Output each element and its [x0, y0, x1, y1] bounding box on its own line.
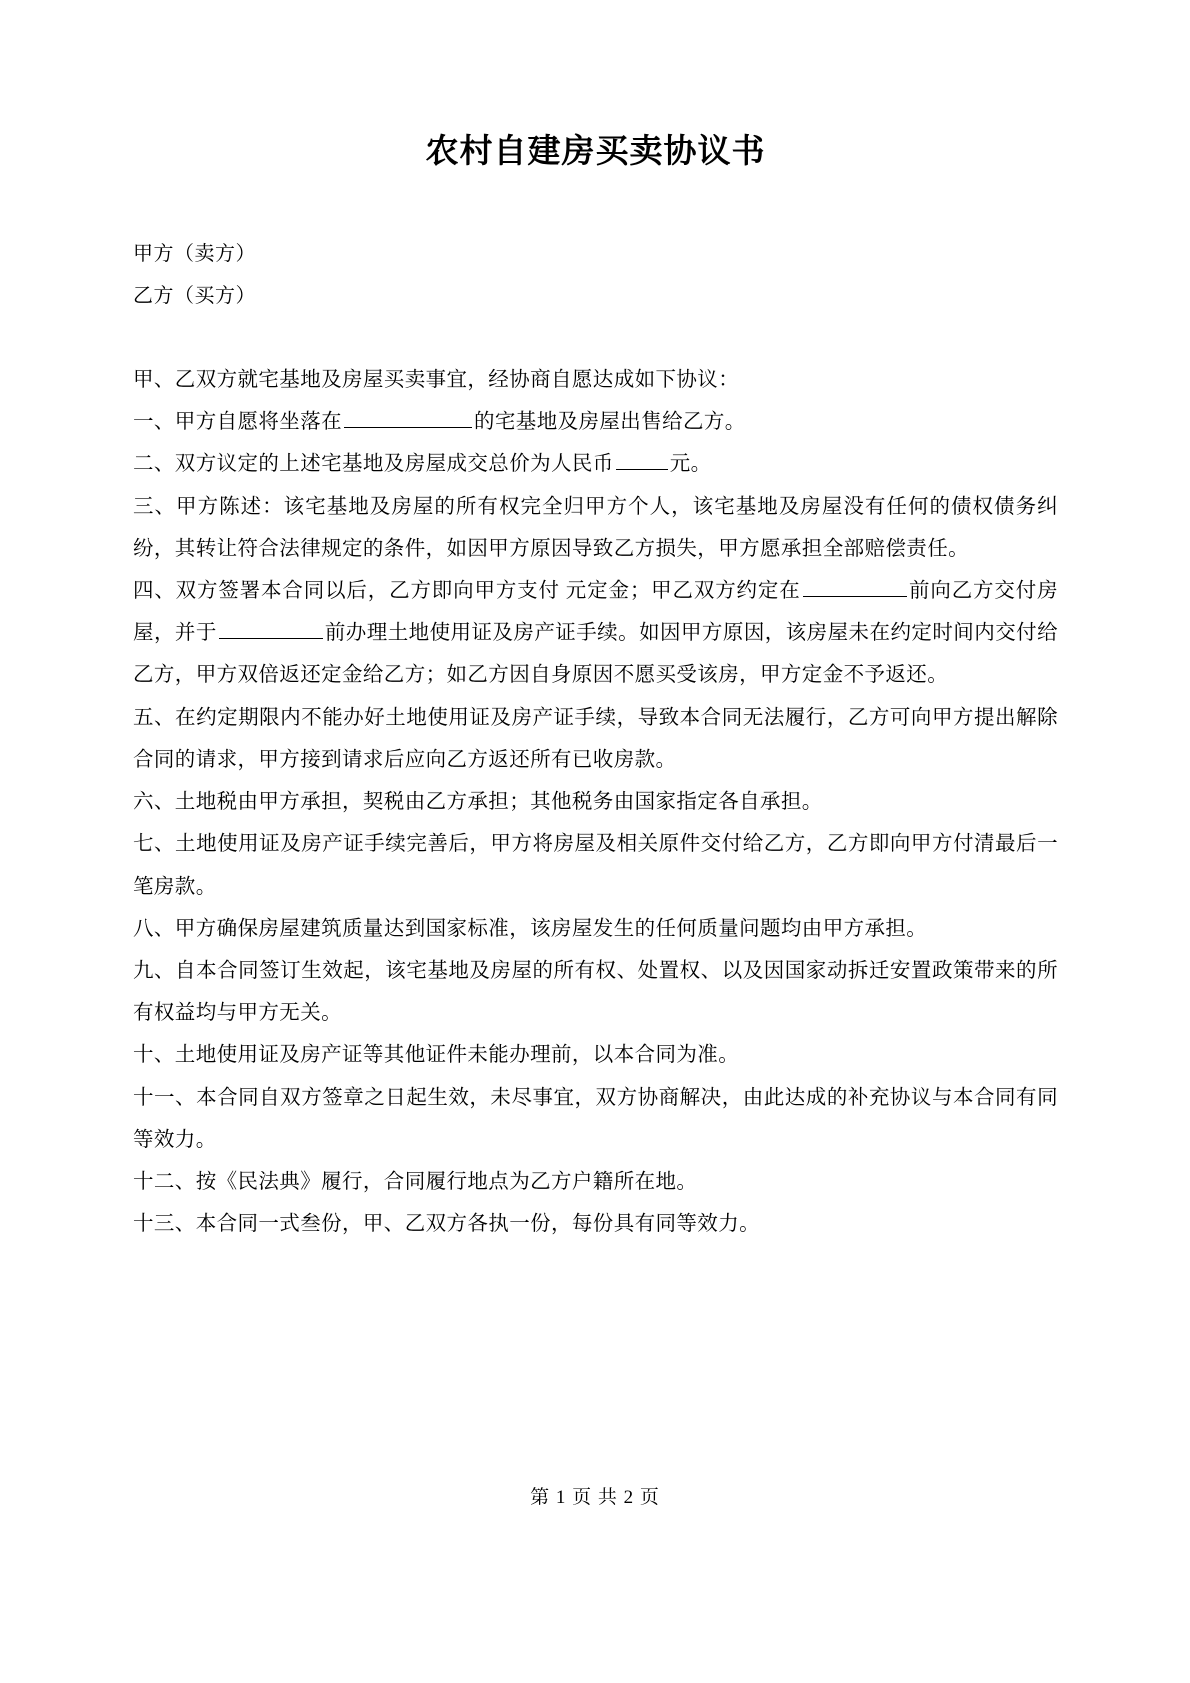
clause-8: 八、甲方确保房屋建筑质量达到国家标准，该房屋发生的任何质量问题均由甲方承担。	[133, 917, 928, 940]
clause-1	[133, 401, 1058, 443]
clause-2-before: 二、双方议定的上述宅基地及房屋成交总价为人民币	[133, 453, 614, 476]
agreement-body	[133, 359, 1058, 1246]
clause-4-blank-2	[219, 618, 323, 640]
clause-4	[133, 570, 1058, 697]
clause-2	[133, 443, 1058, 485]
clause-4-blank-1	[803, 575, 907, 597]
clause-10: 十、土地使用证及房产证等其他证件未能办理前，以本合同为准。	[133, 1044, 740, 1067]
clause-9: 九、自本合同签订生效起，该宅基地及房屋的所有权、处置权、以及因国家动拆迁安置政策带来的所有权益均与甲方无关。	[133, 959, 1058, 1025]
clause-3: 三、甲方陈述：该宅基地及房屋的所有权完全归甲方个人，该宅基地及房屋没有任何的债权债务纠纷，其转让符合法律规定的条件，如因甲方原因导致乙方损失，甲方愿承担全部赔偿责任。	[133, 495, 1058, 560]
clause-1-before: 一、甲方自愿将坐落在	[133, 411, 342, 434]
page-footer: 第 1 页 共 2 页	[530, 1487, 660, 1508]
clause-2-blank	[616, 449, 668, 471]
party-seller: 甲方（卖方）	[133, 242, 256, 265]
page-title: 农村自建房买卖协议书	[425, 132, 766, 169]
party-buyer: 乙方（买方）	[133, 284, 256, 307]
clause-12: 十二、按《民法典》履行，合同履行地点为乙方户籍所在地。	[133, 1171, 698, 1194]
clause-2-after: 元。	[669, 453, 712, 476]
party-block	[133, 233, 1058, 317]
clause-13: 十三、本合同一式叁份，甲、乙双方各执一份，每份具有同等效力。	[133, 1213, 760, 1236]
clause-6: 六、土地税由甲方承担，契税由乙方承担；其他税务由国家指定各自承担。	[133, 791, 823, 814]
clause-4-middle: 前向乙方交付房屋，并于	[133, 579, 1058, 645]
clause-11: 十一、本合同自双方签章之日起生效，未尽事宜，双方协商解决，由此达成的补充协议与本合同有同等效力。	[133, 1086, 1058, 1151]
intro-paragraph: 甲、乙双方就宅基地及房屋买卖事宜，经协商自愿达成如下协议：	[133, 368, 740, 391]
clause-1-blank	[344, 407, 472, 429]
clause-1-after: 的宅基地及房屋出售给乙方。	[474, 411, 746, 434]
clause-7: 七、土地使用证及房产证手续完善后，甲方将房屋及相关原件交付给乙方，乙方即向甲方付清最后一笔房款。	[133, 833, 1058, 898]
clause-4-after: 前办理土地使用证及房产证手续。如因甲方原因，该房屋未在约定时间内交付给乙方，甲方双倍返还定金给乙方；如乙方因自身原因不愿买受该房，甲方定金不予返还。	[133, 622, 1058, 687]
clause-5: 五、在约定期限内不能办好土地使用证及房产证手续，导致本合同无法履行，乙方可向甲方提出解除合同的请求，甲方接到请求后应向乙方返还所有已收房款。	[133, 706, 1058, 771]
document-content	[133, 0, 1058, 1245]
clause-4-before: 四、双方签署本合同以后，乙方即向甲方支付 元定金；甲乙双方约定在	[133, 579, 801, 602]
